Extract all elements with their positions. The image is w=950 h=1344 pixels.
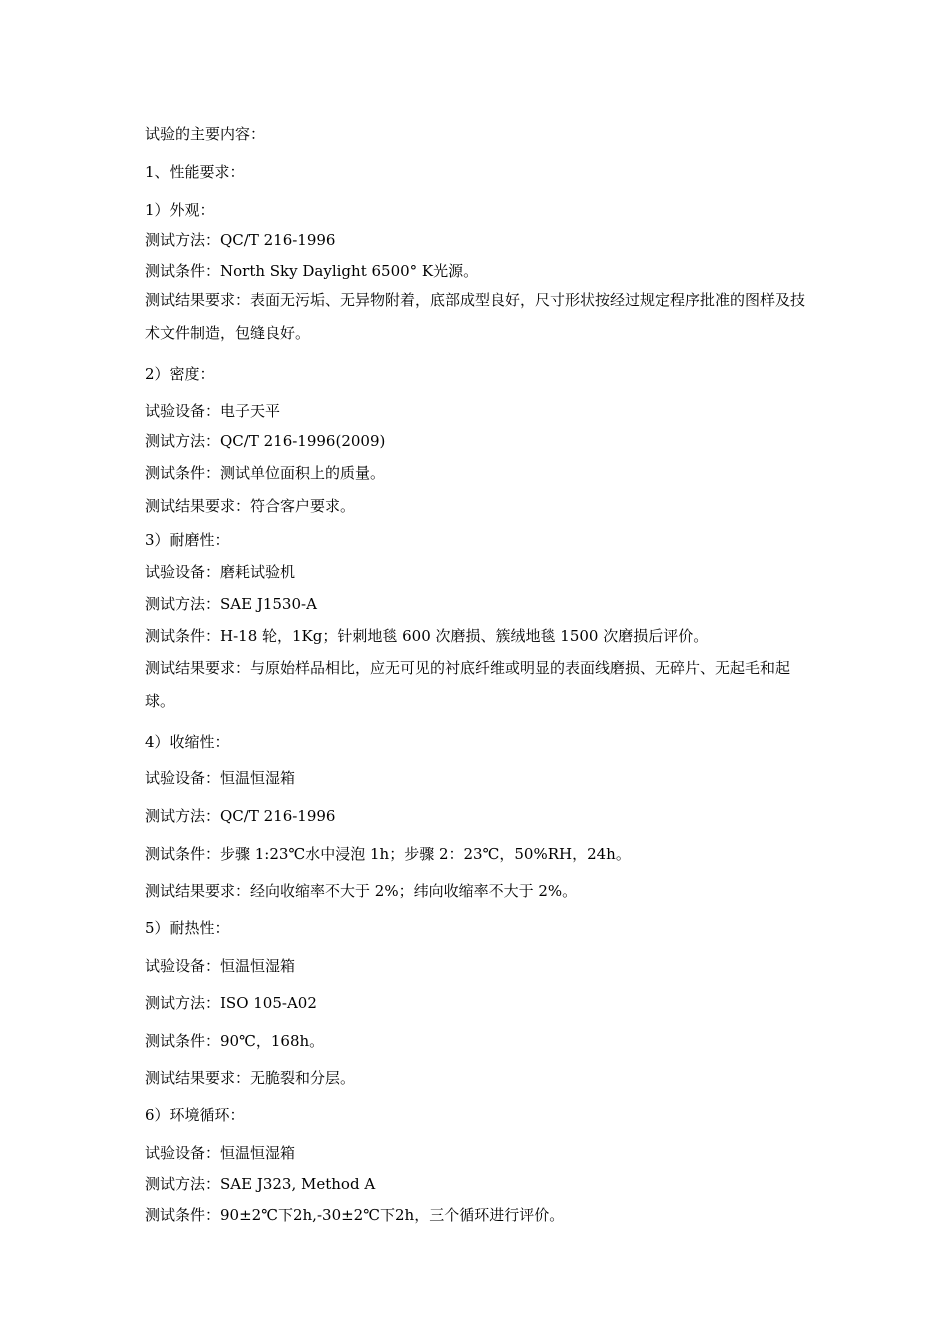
- heat-result: 测试结果要求：无脆裂和分层。: [145, 1069, 356, 1087]
- appearance-condition: 测试条件：North Sky Daylight 6500° K光源。: [145, 262, 479, 280]
- subsection-title-shrinkage: 4）收缩性：: [145, 733, 230, 751]
- heat-equipment: 试验设备：恒温恒湿箱: [145, 957, 296, 975]
- abrasion-result: 测试结果要求：与原始样品相比，应无可见的衬底纤维或明显的表面线磨损、无碎片、无起毛和起球。: [145, 659, 791, 710]
- cycle-method: 测试方法：SAE J323, Method A: [145, 1175, 376, 1193]
- subsection-title-heat-resistance: 5）耐热性：: [145, 919, 230, 937]
- density-result: 测试结果要求：符合客户要求。: [145, 497, 356, 515]
- subsection-title-abrasion: 3）耐磨性：: [145, 531, 230, 549]
- heat-condition: 测试条件：90℃，168h。: [145, 1032, 325, 1050]
- shrinkage-condition: 测试条件：步骤 1:23℃水中浸泡 1h；步骤 2：23℃，50%RH，24h。: [145, 845, 631, 863]
- subsection-title-appearance: 1）外观：: [145, 201, 215, 219]
- heat-method: 测试方法：ISO 105-A02: [145, 994, 317, 1012]
- doc-heading: 试验的主要内容：: [145, 125, 266, 143]
- subsection-title-density: 2）密度：: [145, 365, 215, 383]
- section-title-performance: 1、性能要求：: [145, 163, 245, 181]
- density-equipment: 试验设备：电子天平: [145, 402, 281, 420]
- cycle-condition: 测试条件：90±2℃下2h,-30±2℃下2h，三个循环进行评价。: [145, 1206, 565, 1224]
- subsection-title-environmental-cycle: 6）环境循环：: [145, 1106, 245, 1124]
- appearance-result: 测试结果要求：表面无污垢、无异物附着，底部成型良好，尺寸形状按经过规定程序批准的图样及技术文件制造，包缝良好。: [145, 291, 806, 342]
- shrinkage-method: 测试方法：QC/T 216-1996: [145, 807, 336, 825]
- abrasion-condition: 测试条件：H-18 轮，1Kg；针刺地毯 600 次磨损、簇绒地毯 1500 次磨损后评价。: [145, 627, 709, 645]
- appearance-method: 测试方法：QC/T 216-1996: [145, 231, 336, 249]
- cycle-equipment: 试验设备：恒温恒湿箱: [145, 1144, 296, 1162]
- density-method: 测试方法：QC/T 216-1996(2009): [145, 432, 386, 450]
- abrasion-method: 测试方法：SAE J1530-A: [145, 595, 317, 613]
- abrasion-equipment: 试验设备：磨耗试验机: [145, 563, 296, 581]
- shrinkage-result: 测试结果要求：经向收缩率不大于 2%；纬向收缩率不大于 2%。: [145, 882, 578, 900]
- density-condition: 测试条件：测试单位面积上的质量。: [145, 464, 386, 482]
- shrinkage-equipment: 试验设备：恒温恒湿箱: [145, 769, 296, 787]
